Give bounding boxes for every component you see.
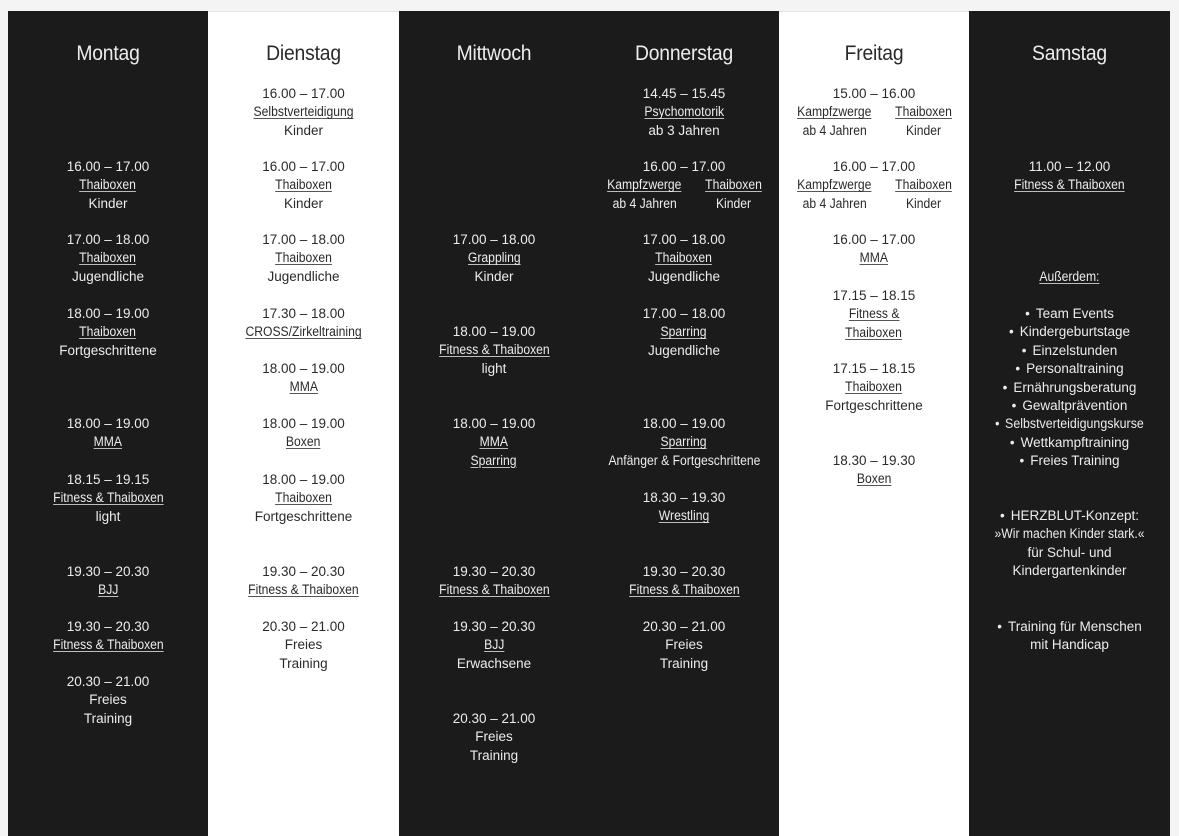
slot-note: Kinder xyxy=(905,122,941,138)
slot-time: 17.15 – 18.15 xyxy=(832,288,916,303)
day-title-samstag: Samstag xyxy=(1032,42,1107,65)
slot-time: 16.00 – 17.00 xyxy=(832,232,916,247)
course-link[interactable]: Psychomotorik xyxy=(644,104,724,120)
course-link[interactable]: BJJ xyxy=(97,582,119,598)
slot-note: ab 4 Jahren xyxy=(612,195,677,211)
slot-note: Jugendliche xyxy=(267,268,340,284)
slot-note: Kinder xyxy=(905,195,941,211)
slot-note: Kinder xyxy=(715,195,751,211)
column-dienstag xyxy=(208,11,399,836)
slot-time: 17.00 – 18.00 xyxy=(66,232,150,247)
slot-time: 16.00 – 17.00 xyxy=(642,159,726,174)
slot xyxy=(589,231,779,286)
slot-time: 17.00 – 18.00 xyxy=(642,306,726,321)
slot xyxy=(399,563,589,600)
slot xyxy=(8,618,208,655)
handicap-text: mit Handicap xyxy=(1030,637,1109,653)
course-link[interactable]: MMA xyxy=(479,434,509,450)
slot-time: 20.30 – 21.00 xyxy=(642,619,726,634)
slot-time: 18.00 – 19.00 xyxy=(452,416,536,431)
column-samstag xyxy=(969,11,1170,836)
slot-text: Training xyxy=(83,710,133,726)
course-link[interactable]: Fitness & Thaiboxen xyxy=(1014,177,1125,193)
extras-item: • Wettkampftraining xyxy=(969,434,1170,452)
course-link[interactable]: Thaiboxen xyxy=(275,250,332,266)
slot-note: Kinder xyxy=(283,122,324,138)
day-title-freitag: Freitag xyxy=(844,42,904,65)
slot xyxy=(208,158,399,213)
course-link[interactable]: Fitness & Thaiboxen xyxy=(52,490,164,506)
course-link[interactable]: Thaiboxen xyxy=(845,324,903,340)
course-link[interactable]: Thaiboxen xyxy=(79,177,137,193)
slot-time: 18.00 – 19.00 xyxy=(66,306,150,321)
extras-item: • Freies Training xyxy=(969,452,1170,470)
slot-time: 19.30 – 20.30 xyxy=(262,564,345,579)
slot-time: 18.30 – 19.30 xyxy=(832,453,916,468)
slot xyxy=(589,158,779,213)
course-link[interactable]: MMA xyxy=(859,250,889,266)
slot xyxy=(8,231,208,286)
concept-title: • HERZBLUT-Konzept: xyxy=(969,507,1170,525)
extras-item: • Kindergeburtstage xyxy=(969,323,1170,341)
course-link[interactable]: Wrestling xyxy=(658,508,710,524)
course-link[interactable]: Boxen xyxy=(856,471,892,487)
extras-item: • Einzelstunden xyxy=(969,342,1170,360)
course-link[interactable]: Sparring xyxy=(661,434,707,450)
slot-time: 18.00 – 19.00 xyxy=(642,416,726,431)
slot xyxy=(399,415,589,470)
slot-time: 17.30 – 18.00 xyxy=(262,306,345,321)
slot-note: Jugendliche xyxy=(71,268,145,284)
slot xyxy=(208,415,399,452)
course-link[interactable]: Fitness & Thaiboxen xyxy=(52,637,164,653)
course-link[interactable]: Fitness & xyxy=(848,306,900,322)
course-link[interactable]: Thaiboxen xyxy=(79,324,137,340)
slot xyxy=(589,85,779,140)
slot-time: 19.30 – 20.30 xyxy=(452,619,536,634)
slot-note: Fortgeschrittene xyxy=(825,397,923,413)
slot xyxy=(8,305,208,360)
extras-item: • Ernährungsberatung xyxy=(969,379,1170,397)
slot-note: Anfänger & Fortgeschrittene xyxy=(608,452,760,468)
slot-time: 19.30 – 20.30 xyxy=(452,564,536,579)
course-link[interactable]: Sparring xyxy=(471,452,517,468)
slot-text: Freies xyxy=(475,729,513,745)
slot-note: Kinder xyxy=(474,268,514,284)
slot xyxy=(208,305,399,342)
slot xyxy=(399,231,589,286)
slot-time: 18.30 – 19.30 xyxy=(642,490,726,505)
course-link[interactable]: Selbstverteidigung xyxy=(253,104,354,120)
course-link[interactable]: Fitness & Thaiboxen xyxy=(438,342,550,358)
course-link[interactable]: Thaiboxen xyxy=(275,177,332,193)
course-link-kampfzwerge[interactable]: Kampfzwerge xyxy=(797,177,872,193)
slot xyxy=(8,673,208,728)
slot xyxy=(779,85,969,140)
slot-note: Jugendliche xyxy=(647,342,721,358)
slot-time: 18.00 – 19.00 xyxy=(66,416,150,431)
course-link[interactable]: Fitness & Thaiboxen xyxy=(628,582,740,598)
slot-time: 17.00 – 18.00 xyxy=(452,232,536,247)
extras-item: • Gewaltprävention xyxy=(969,397,1170,415)
slot xyxy=(399,618,589,673)
slot xyxy=(8,415,208,452)
slot-note: Jugendliche xyxy=(647,268,721,284)
course-link[interactable]: Thaiboxen xyxy=(275,490,332,506)
slot-note: Kinder xyxy=(283,195,324,211)
slot-time: 20.30 – 21.00 xyxy=(66,674,150,689)
slot xyxy=(8,563,208,600)
slot-time: 16.00 – 17.00 xyxy=(832,159,916,174)
slot xyxy=(208,618,399,673)
slot xyxy=(589,305,779,360)
slot-note: Erwachsene xyxy=(456,655,532,671)
slot-time: 11.00 – 12.00 xyxy=(1028,159,1111,174)
day-title-donnerstag: Donnerstag xyxy=(634,42,734,65)
slot-note: ab 4 Jahren xyxy=(802,195,867,211)
course-link[interactable]: Thaiboxen xyxy=(79,250,137,266)
slot-time: 16.00 – 17.00 xyxy=(262,159,345,174)
slot xyxy=(208,231,399,286)
extras-heading xyxy=(969,268,1170,286)
course-link[interactable]: Sparring xyxy=(661,324,707,340)
slot-time: 16.00 – 17.00 xyxy=(262,86,345,101)
slot xyxy=(8,158,208,213)
slot xyxy=(779,231,969,268)
slot-text: Training xyxy=(469,747,519,763)
slot-time: 18.00 – 19.00 xyxy=(262,472,345,487)
extras-item: • Team Events xyxy=(969,305,1170,323)
slot-text: Freies xyxy=(89,692,127,708)
slot-note: Kinder xyxy=(88,195,128,211)
column-mittwoch xyxy=(399,11,589,836)
slot xyxy=(208,360,399,397)
handicap-training xyxy=(969,618,1170,655)
day-title-mittwoch: Mittwoch xyxy=(456,42,532,65)
concept-text: Kindergartenkinder xyxy=(1012,563,1127,579)
slot-note: ab 4 Jahren xyxy=(802,122,867,138)
slot-note: ab 3 Jahren xyxy=(648,122,720,138)
slot-time: 16.00 – 17.00 xyxy=(66,159,150,174)
course-link-kampfzwerge[interactable]: Kampfzwerge xyxy=(797,104,872,120)
slot xyxy=(399,323,589,378)
herzblut-concept xyxy=(969,507,1170,581)
slot-time: 18.00 – 19.00 xyxy=(262,361,345,376)
slot-note: Fortgeschrittene xyxy=(254,508,353,524)
slot xyxy=(589,618,779,673)
slot xyxy=(589,489,779,526)
slot-time: 20.30 – 21.00 xyxy=(452,711,536,726)
day-title-dienstag: Dienstag xyxy=(266,42,341,65)
course-link[interactable]: Grappling xyxy=(467,250,521,266)
extras-item: • Selbstverteidigungskurse xyxy=(977,415,1162,433)
handicap-text: • Training für Menschen xyxy=(969,618,1170,636)
column-freitag xyxy=(779,11,969,836)
slot xyxy=(208,471,399,526)
slot-time: 20.30 – 21.00 xyxy=(262,619,345,634)
slot xyxy=(589,415,779,470)
column-donnerstag xyxy=(589,11,779,836)
concept-text: für Schul- und xyxy=(1027,544,1112,560)
course-link[interactable]: BJJ xyxy=(483,637,505,653)
extras-list xyxy=(969,305,1170,471)
slot-text: Freies xyxy=(665,637,703,653)
slot xyxy=(969,158,1170,195)
course-link-thaiboxen[interactable]: Thaiboxen xyxy=(894,104,952,120)
course-link[interactable]: Boxen xyxy=(286,434,321,450)
extras-item: • Personaltraining xyxy=(969,360,1170,378)
slot xyxy=(779,158,969,213)
slot-note: light xyxy=(481,360,507,376)
course-link[interactable]: Thaiboxen xyxy=(845,379,903,395)
course-link[interactable]: MMA xyxy=(289,379,318,395)
slot xyxy=(399,710,589,765)
slot-time: 14.45 – 15.45 xyxy=(642,86,726,101)
slot-time: 17.15 – 18.15 xyxy=(832,361,916,376)
course-link-kampfzwerge[interactable]: Kampfzwerge xyxy=(607,177,682,193)
course-link[interactable]: Fitness & Thaiboxen xyxy=(438,582,550,598)
slot-time: 18.15 – 19.15 xyxy=(66,472,150,487)
slot-time: 19.30 – 20.30 xyxy=(66,619,150,634)
slot-note: light xyxy=(95,508,121,524)
course-link-thaiboxen[interactable]: Thaiboxen xyxy=(704,177,762,193)
course-link-thaiboxen[interactable]: Thaiboxen xyxy=(894,177,952,193)
slot-text: Training xyxy=(279,655,328,671)
slot-text: Training xyxy=(659,655,709,671)
course-link[interactable]: CROSS/Zirkeltraining xyxy=(245,324,362,340)
slot-time: 18.00 – 19.00 xyxy=(262,416,345,431)
slot-note: Fortgeschrittene xyxy=(59,342,157,358)
slot-time: 17.00 – 18.00 xyxy=(262,232,345,247)
course-link[interactable]: Thaiboxen xyxy=(655,250,713,266)
extras-heading-text: Außerdem: xyxy=(1039,269,1100,284)
concept-slogan: »Wir machen Kinder stark.« xyxy=(994,526,1145,542)
slot-time: 19.30 – 20.30 xyxy=(66,564,150,579)
slot-time: 15.00 – 16.00 xyxy=(832,86,916,101)
slot-time: 19.30 – 20.30 xyxy=(642,564,726,579)
slot xyxy=(589,563,779,600)
slot-text: Freies xyxy=(284,637,323,653)
slot xyxy=(8,471,208,526)
slot-time: 17.00 – 18.00 xyxy=(642,232,726,247)
slot xyxy=(779,452,969,489)
course-link[interactable]: MMA xyxy=(93,434,123,450)
slot xyxy=(208,85,399,140)
slot xyxy=(208,563,399,600)
column-montag xyxy=(8,11,208,836)
day-title-montag: Montag xyxy=(76,42,140,65)
slot xyxy=(779,360,969,415)
slot-time: 18.00 – 19.00 xyxy=(452,324,536,339)
course-link[interactable]: Fitness & Thaiboxen xyxy=(248,582,359,598)
slot xyxy=(779,287,969,342)
